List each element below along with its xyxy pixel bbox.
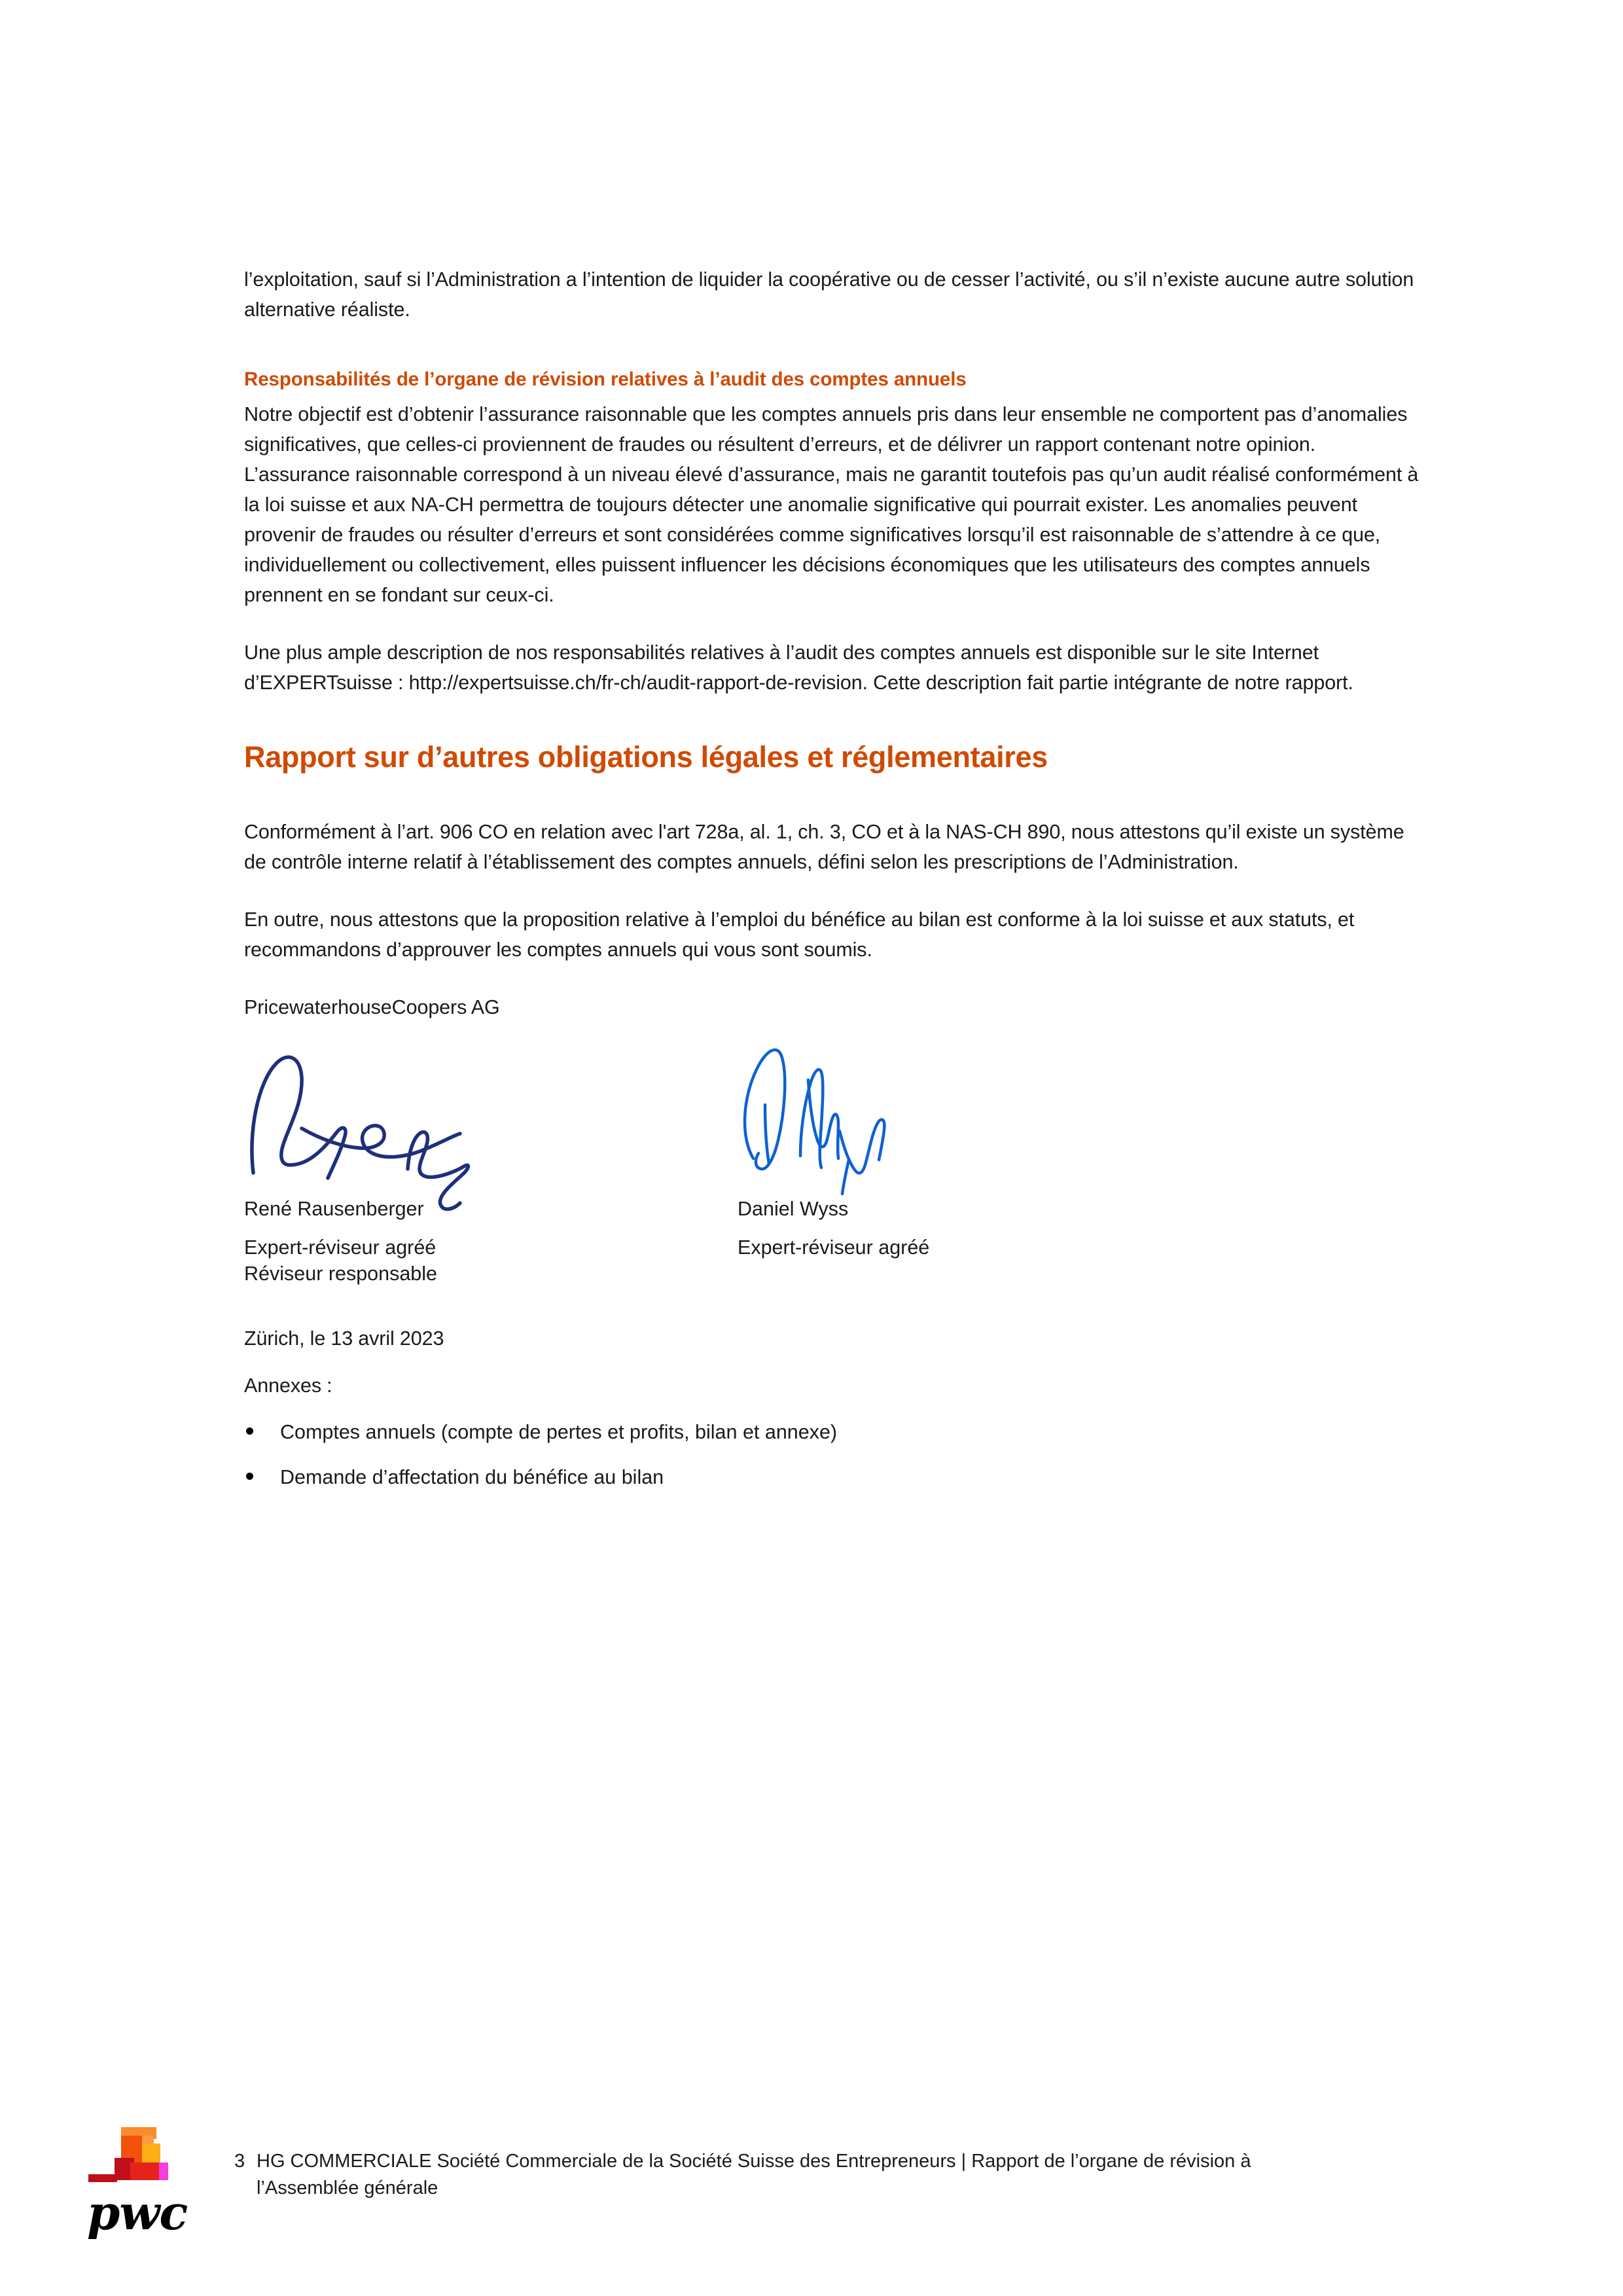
internal-control-paragraph: Conformément à l’art. 906 CO en relation avec l'art 728a, al. 1, ch. 3, CO et à la NAS-CH 890, nous attestons qu’il existe un système de contrôle interne relatif à l’établissement des comptes annuels, défini selon les prescriptions de l’Administration. <box>244 821 1404 873</box>
signatory-left-name-col <box>244 1195 702 1223</box>
list-item <box>244 1463 1425 1492</box>
signature-left <box>244 1031 545 1195</box>
list-item <box>244 1418 1425 1446</box>
page-number: 3 <box>234 2151 245 2172</box>
profit-proposal-paragraph: En outre, nous attestons que la proposition relative à l’emploi du bénéfice au bilan est conforme à la loi suisse et aux statuts, et recommandons d’approuver les comptes annuels qui vous sont soumis. <box>244 908 1355 961</box>
spacer <box>244 877 1425 905</box>
page-footer <box>0 2114 1623 2296</box>
signatory-left-title-2: Réviseur responsable <box>244 1263 437 1285</box>
spacer <box>244 1022 1425 1031</box>
signatory-right-name: Daniel Wyss <box>738 1198 849 1220</box>
pwc-wordmark: pwc <box>87 2185 188 2240</box>
signature-row <box>244 1031 1425 1195</box>
signatory-names-row <box>244 1195 1425 1225</box>
signatory-left-title-col <box>244 1234 702 1287</box>
signature-rene-rausenberger-icon <box>244 1031 519 1195</box>
spacer <box>244 965 1425 992</box>
signatory-left-name: René Rausenberger <box>244 1198 424 1220</box>
pwc-logo <box>87 2122 218 2253</box>
annex-item-text: Comptes annuels (compte de pertes et profits, bilan et annexe) <box>280 1421 838 1443</box>
spacer <box>244 1225 1425 1234</box>
continued-paragraph: l’exploitation, sauf si l’Administration a l’intention de liquider la coopérative ou de cesser l’activité, ou s’il n’existe aucune autre solution alternative réaliste. <box>244 268 1414 321</box>
responsibilities-heading: Responsabilités de l’organe de révision relatives à l’audit des comptes annuels <box>244 368 967 390</box>
expertsuisse-paragraph: Une plus ample description de nos responsabilités relatives à l’audit des comptes annuels est disponible sur le site Internet d’EXPERTsuisse : http://expertsuisse.ch/fr-ch/audit-rapport-de-revision. Cette description fait partie intégrante de notre rapport. <box>244 641 1353 694</box>
annexes-list <box>244 1418 1425 1492</box>
signatory-titles-row <box>244 1234 1425 1296</box>
responsibilities-paragraph: Notre objectif est d’obtenir l’assurance raisonnable que les comptes annuels pris dans leur ensemble ne comportent pas d’anomalies significatives, que celles-ci proviennent de fraudes ou résultent d’erreurs, et de délivrer un rapport contenant notre opinion. L’assurance raisonnable correspond à un niveau élevé d’assurance, mais ne garantit toutefois pas qu’un audit réalisé conformément à la loi suisse et aux NA-CH permettra de toujours détecter une anomalie significative qui pourrait exister. Les anomalies peuvent provenir de fraudes ou résulter d’erreurs et sont considérées comme significatives lorsqu’il est raisonnable de s’attendre à ce que, individuellement ou collectivement, elles puissent influencer les décisions économiques que les utilisateurs des comptes annuels prennent en se fondant sur ceux-ci. <box>244 403 1419 606</box>
spacer <box>244 610 1425 637</box>
signatory-right-title-col <box>738 1234 1196 1261</box>
annexes-label: Annexes : <box>244 1374 332 1397</box>
pwc-logo-blocks-icon <box>87 2122 218 2194</box>
place-and-date: Zürich, le 13 avril 2023 <box>244 1327 444 1350</box>
footer-text <box>234 2148 1465 2202</box>
spacer <box>244 776 1425 817</box>
spacer <box>244 1296 1425 1323</box>
signature-right <box>738 1031 1039 1195</box>
signatory-right-name-col <box>738 1195 1196 1223</box>
signatory-left-title-1: Expert-réviseur agréé <box>244 1236 437 1259</box>
signatory-right-title-1: Expert-réviseur agréé <box>738 1236 930 1259</box>
spacer <box>244 1354 1425 1371</box>
firm-name: PricewaterhouseCoopers AG <box>244 996 500 1018</box>
signature-daniel-wyss-icon <box>738 1031 934 1195</box>
footer-line-1: HG COMMERCIALE Société Commerciale de la Société Suisse des Entrepreneurs | Rapport de l’organe de révision à <box>257 2151 1251 2172</box>
page-content <box>244 264 1425 1508</box>
bullet-icon <box>246 1427 253 1435</box>
annex-item-text: Demande d’affectation du bénéfice au bilan <box>280 1466 664 1488</box>
spacer <box>244 325 1425 365</box>
spacer <box>244 1401 1425 1418</box>
other-obligations-heading: Rapport sur d’autres obligations légales et réglementaires <box>244 740 1048 774</box>
spacer <box>244 698 1425 738</box>
footer-line-2: l’Assemblée générale <box>257 2178 438 2198</box>
bullet-icon <box>246 1473 253 1480</box>
